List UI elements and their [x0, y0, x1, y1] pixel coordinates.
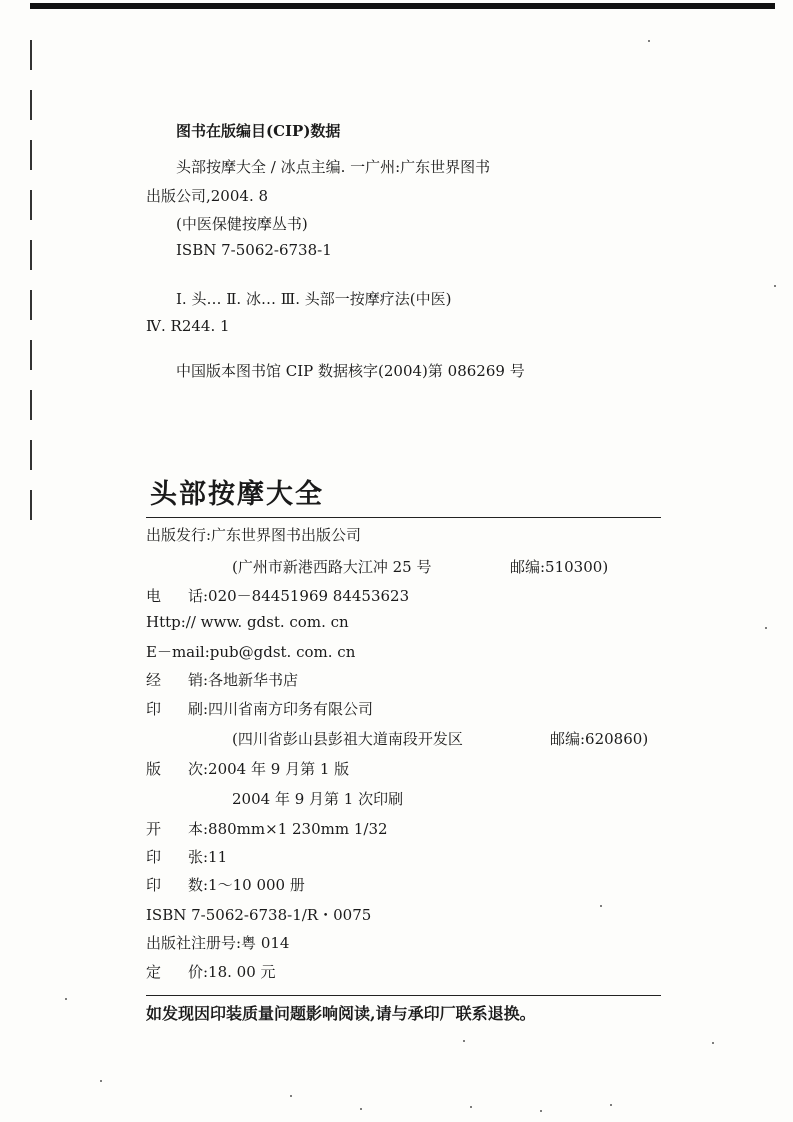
quality-notice: 如发现因印装质量问题影响阅读,请与承印厂联系退换。 [146, 1004, 536, 1023]
format-value: 本:880mm×1 230mm 1/32 [188, 820, 388, 838]
publisher-address: (广州市新港西路大江冲 25 号 [232, 558, 432, 576]
scan-speck [100, 1080, 102, 1082]
cip-class-number: Ⅳ. R244. 1 [146, 317, 230, 335]
cip-heading: 图书在版编目(CIP)数据 [176, 122, 341, 140]
notice-rule [146, 995, 661, 996]
scan-speck [360, 1108, 362, 1110]
top-border-rule [30, 3, 775, 9]
cip-line-2: 出版公司,2004. 8 [146, 187, 269, 205]
price-label: 定 [146, 963, 162, 981]
edition-label: 版 [146, 760, 162, 778]
cip-subjects: Ⅰ. 头… Ⅱ. 冰… Ⅲ. 头部一按摩疗法(中医) [176, 290, 452, 308]
scan-speck [463, 1040, 465, 1042]
scan-speck [648, 40, 650, 42]
printer-label: 印 [146, 700, 162, 718]
distributor-label: 经 [146, 671, 162, 689]
scan-speck [470, 1106, 472, 1108]
printer-address: (四川省彭山县彭祖大道南段开发区 [232, 730, 463, 748]
scan-speck [600, 905, 602, 907]
website: Http:// www. gdst. com. cn [146, 613, 349, 631]
scan-speck [610, 1104, 612, 1106]
printer-value: 刷:四川省南方印务有限公司 [188, 700, 374, 718]
printing: 2004 年 9 月第 1 次印刷 [232, 790, 404, 808]
sheets-value: 张:11 [188, 848, 228, 866]
book-title: 头部按摩大全 [150, 479, 324, 510]
printer-postcode: 邮编:620860) [550, 730, 649, 748]
price-value: 价:18. 00 元 [188, 963, 276, 981]
scan-speck [540, 1110, 542, 1112]
cip-isbn: ISBN 7-5062-6738-1 [176, 241, 332, 259]
email: E－mail:pub@gdst. com. cn [146, 643, 356, 661]
edition-value: 次:2004 年 9 月第 1 版 [188, 760, 350, 778]
distributor-value: 销:各地新华书店 [188, 671, 299, 689]
publisher: 出版发行:广东世界图书出版公司 [146, 526, 362, 544]
phone-value: 话:020－84451969 84453623 [188, 587, 410, 605]
registration-number: 出版社注册号:粤 014 [146, 934, 290, 952]
scan-speck [712, 1042, 714, 1044]
cip-series: (中医保健按摩丛书) [176, 215, 308, 233]
publisher-postcode: 邮编:510300) [510, 558, 609, 576]
copies-value: 数:1～10 000 册 [188, 876, 305, 894]
sheets-label: 印 [146, 848, 162, 866]
scan-speck [65, 998, 67, 1000]
scan-speck [774, 285, 776, 287]
isbn-full: ISBN 7-5062-6738-1/R・0075 [146, 906, 372, 924]
copies-label: 印 [146, 876, 162, 894]
cip-line-1: 头部按摩大全 / 冰点主编. 一广州:广东世界图书 [176, 158, 491, 176]
format-label: 开 [146, 820, 162, 838]
phone-label: 电 [146, 587, 162, 605]
title-rule [146, 517, 661, 518]
scan-speck [290, 1095, 292, 1097]
cip-approval-number: 中国版本图书馆 CIP 数据核字(2004)第 086269 号 [176, 362, 525, 380]
scan-speck [765, 627, 767, 629]
